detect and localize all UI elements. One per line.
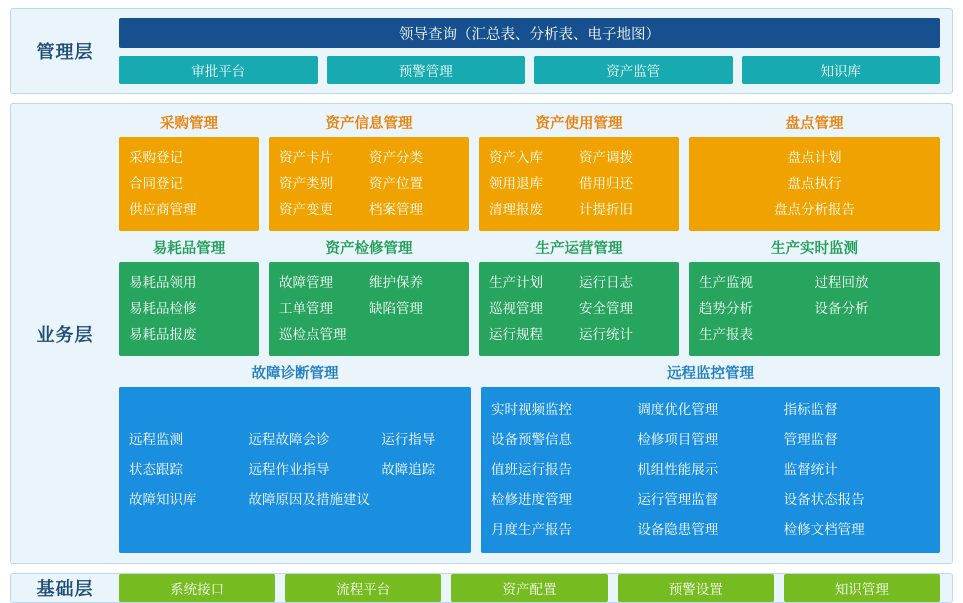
card-item[interactable]: 检修文档管理	[783, 522, 865, 537]
card-item[interactable]: 巡检点管理	[279, 327, 347, 342]
card-item[interactable]: 易耗品检修	[129, 301, 197, 316]
module-production-operation-management[interactable]	[479, 237, 679, 356]
card-item[interactable]: 采购登记	[129, 150, 183, 165]
card-item[interactable]: 资产分类	[369, 150, 423, 165]
management-button-row	[119, 56, 940, 84]
card-line	[279, 322, 459, 348]
card-item[interactable]: 资产入库	[489, 150, 543, 165]
card-line	[129, 270, 249, 296]
card-line	[489, 270, 669, 296]
card-item[interactable]: 盘点计划	[787, 150, 842, 165]
card-item[interactable]: 故障管理	[279, 275, 333, 290]
base-button-asset-configuration[interactable]: 资产配置	[451, 574, 607, 602]
card-line	[129, 145, 249, 171]
module-title: 资产使用管理	[535, 116, 623, 132]
card-item[interactable]: 运行规程	[489, 327, 543, 342]
module-remote-monitoring-management[interactable]	[481, 362, 940, 553]
card-line	[489, 322, 669, 348]
module-title: 易耗品管理	[152, 241, 226, 257]
card-item[interactable]: 调度优化管理	[637, 402, 719, 417]
module-production-realtime-monitoring[interactable]	[689, 237, 940, 356]
management-layer-body	[119, 9, 952, 93]
card-line	[129, 322, 249, 348]
card-item[interactable]: 缺陷管理	[369, 301, 423, 316]
card-item[interactable]: 维护保养	[369, 275, 423, 290]
module-card[interactable]	[119, 262, 259, 356]
card-line	[489, 171, 669, 197]
module-title: 生产运营管理	[535, 241, 623, 257]
card-line	[279, 296, 459, 322]
card-item[interactable]: 设备预警信息	[491, 432, 572, 447]
card-line	[279, 270, 459, 296]
card-line	[489, 197, 669, 223]
card-item[interactable]: 盘点分析报告	[774, 202, 855, 217]
card-item[interactable]: 供应商管理	[129, 202, 197, 217]
card-line	[279, 145, 459, 171]
card-item[interactable]: 实时视频监控	[491, 402, 572, 417]
module-title: 故障诊断管理	[251, 366, 339, 382]
card-item[interactable]: 远程作业指导	[248, 462, 330, 477]
card-line	[774, 197, 855, 223]
module-card[interactable]	[689, 262, 940, 356]
card-item[interactable]: 趋势分析	[699, 301, 753, 316]
card-item[interactable]: 故障原因及措施建议	[248, 492, 371, 507]
card-item[interactable]: 运行管理监督	[637, 492, 719, 507]
module-purchase-management[interactable]	[119, 112, 259, 231]
card-item[interactable]: 资产变更	[279, 202, 333, 217]
module-title: 资产检修管理	[325, 241, 413, 257]
card-line	[129, 197, 249, 223]
module-card[interactable]	[119, 137, 259, 231]
card-line	[129, 425, 461, 455]
card-item[interactable]: 易耗品领用	[129, 275, 197, 290]
card-line	[491, 515, 930, 545]
business-layer-body	[119, 104, 952, 563]
card-item[interactable]: 清理报废	[489, 202, 543, 217]
management-button-alarm[interactable]: 预警管理	[327, 56, 526, 84]
module-title: 生产实时监测	[771, 241, 858, 257]
card-item[interactable]: 检修进度管理	[491, 492, 572, 507]
card-item[interactable]: 盘点执行	[787, 176, 842, 191]
module-card[interactable]	[119, 387, 471, 553]
card-line	[129, 296, 249, 322]
card-item[interactable]: 指标监督	[783, 402, 838, 417]
management-layer	[10, 8, 953, 94]
card-item[interactable]: 资产调拨	[579, 150, 633, 165]
card-line	[279, 197, 459, 223]
card-item[interactable]: 资产位置	[369, 176, 423, 191]
card-line	[788, 171, 842, 197]
business-layer	[10, 103, 953, 564]
card-item[interactable]: 状态跟踪	[129, 462, 183, 477]
module-card[interactable]	[481, 387, 940, 553]
base-button-knowledge-management[interactable]: 知识管理	[784, 574, 940, 602]
card-item[interactable]: 值班运行报告	[491, 462, 572, 477]
card-item[interactable]: 资产类别	[279, 176, 333, 191]
management-button-knowledge-base[interactable]: 知识库	[742, 56, 941, 84]
business-row-3	[119, 362, 940, 553]
card-item[interactable]: 运行指导	[381, 432, 436, 447]
card-item[interactable]: 生产计划	[489, 275, 543, 290]
card-item[interactable]: 故障知识库	[129, 492, 197, 507]
business-layer-label: 业务层	[36, 324, 94, 345]
module-card[interactable]	[269, 137, 469, 231]
card-line	[129, 171, 249, 197]
card-line	[489, 296, 669, 322]
card-item[interactable]: 档案管理	[369, 202, 423, 217]
management-layer-label: 管理层	[36, 42, 94, 62]
card-item[interactable]: 借用归还	[579, 176, 633, 191]
module-title: 资产信息管理	[325, 116, 413, 132]
card-item[interactable]: 运行日志	[579, 275, 633, 290]
module-asset-information-management[interactable]	[269, 112, 469, 231]
card-item[interactable]: 安全管理	[579, 301, 633, 316]
module-title: 采购管理	[160, 116, 218, 132]
card-item[interactable]: 巡视管理	[489, 301, 543, 316]
card-item[interactable]: 管理监督	[783, 432, 838, 447]
card-item[interactable]: 故障追踪	[381, 462, 436, 477]
card-item[interactable]: 生产监视	[699, 275, 753, 290]
card-item[interactable]: 监督统计	[783, 462, 838, 477]
base-button-alarm-settings[interactable]: 预警设置	[618, 574, 774, 602]
card-item[interactable]: 领用退库	[489, 176, 543, 191]
card-line	[129, 455, 461, 485]
card-item[interactable]: 机组性能展示	[637, 462, 719, 477]
card-item[interactable]: 设备隐患管理	[637, 522, 719, 537]
card-line	[699, 296, 930, 322]
card-line	[699, 322, 930, 348]
card-item[interactable]: 合同登记	[129, 176, 183, 191]
module-fault-diagnosis-management[interactable]	[119, 362, 471, 553]
card-line	[491, 485, 930, 515]
card-line	[279, 171, 459, 197]
card-line	[491, 425, 930, 455]
leader-query-banner[interactable]: 领导查询（汇总表、分析表、电子地图）	[119, 18, 940, 48]
base-layer-label: 基础层	[36, 579, 94, 599]
management-button-approval[interactable]: 审批平台	[119, 56, 318, 84]
card-item[interactable]: 远程故障会诊	[248, 432, 330, 447]
card-line	[699, 270, 930, 296]
card-item[interactable]: 过程回放	[814, 275, 869, 290]
card-item[interactable]: 远程监测	[129, 432, 183, 447]
business-row-1	[119, 112, 940, 231]
card-item[interactable]: 设备状态报告	[783, 492, 865, 507]
module-card[interactable]	[689, 137, 940, 231]
module-title: 盘点管理	[785, 116, 844, 132]
card-item[interactable]: 资产卡片	[279, 150, 333, 165]
card-item[interactable]: 设备分析	[814, 301, 869, 316]
card-item[interactable]: 易耗品报废	[129, 327, 197, 342]
module-asset-maintenance-management[interactable]	[269, 237, 469, 356]
module-card[interactable]	[269, 262, 469, 356]
base-button-system-interface[interactable]: 系统接口	[119, 574, 275, 602]
card-item[interactable]: 运行统计	[579, 327, 633, 342]
module-card[interactable]	[479, 262, 679, 356]
card-line	[788, 145, 842, 171]
card-line	[491, 455, 930, 485]
module-card[interactable]	[479, 137, 679, 231]
module-consumables-management[interactable]	[119, 237, 259, 356]
card-item[interactable]: 生产报表	[699, 327, 753, 342]
base-button-process-platform[interactable]: 流程平台	[285, 574, 441, 602]
card-item[interactable]: 月度生产报告	[491, 522, 572, 537]
module-title: 远程监控管理	[667, 366, 754, 382]
management-button-asset-supervision[interactable]: 资产监管	[534, 56, 733, 84]
card-item[interactable]: 工单管理	[279, 301, 333, 316]
card-line	[491, 395, 930, 425]
business-row-2	[119, 237, 940, 356]
card-item[interactable]: 计提折旧	[579, 202, 633, 217]
module-asset-usage-management[interactable]	[479, 112, 679, 231]
module-stocktaking-management[interactable]	[689, 112, 940, 231]
base-layer	[10, 573, 953, 603]
base-layer-body	[119, 574, 952, 602]
card-line	[489, 145, 669, 171]
card-item[interactable]: 检修项目管理	[637, 432, 719, 447]
card-line	[129, 485, 461, 515]
